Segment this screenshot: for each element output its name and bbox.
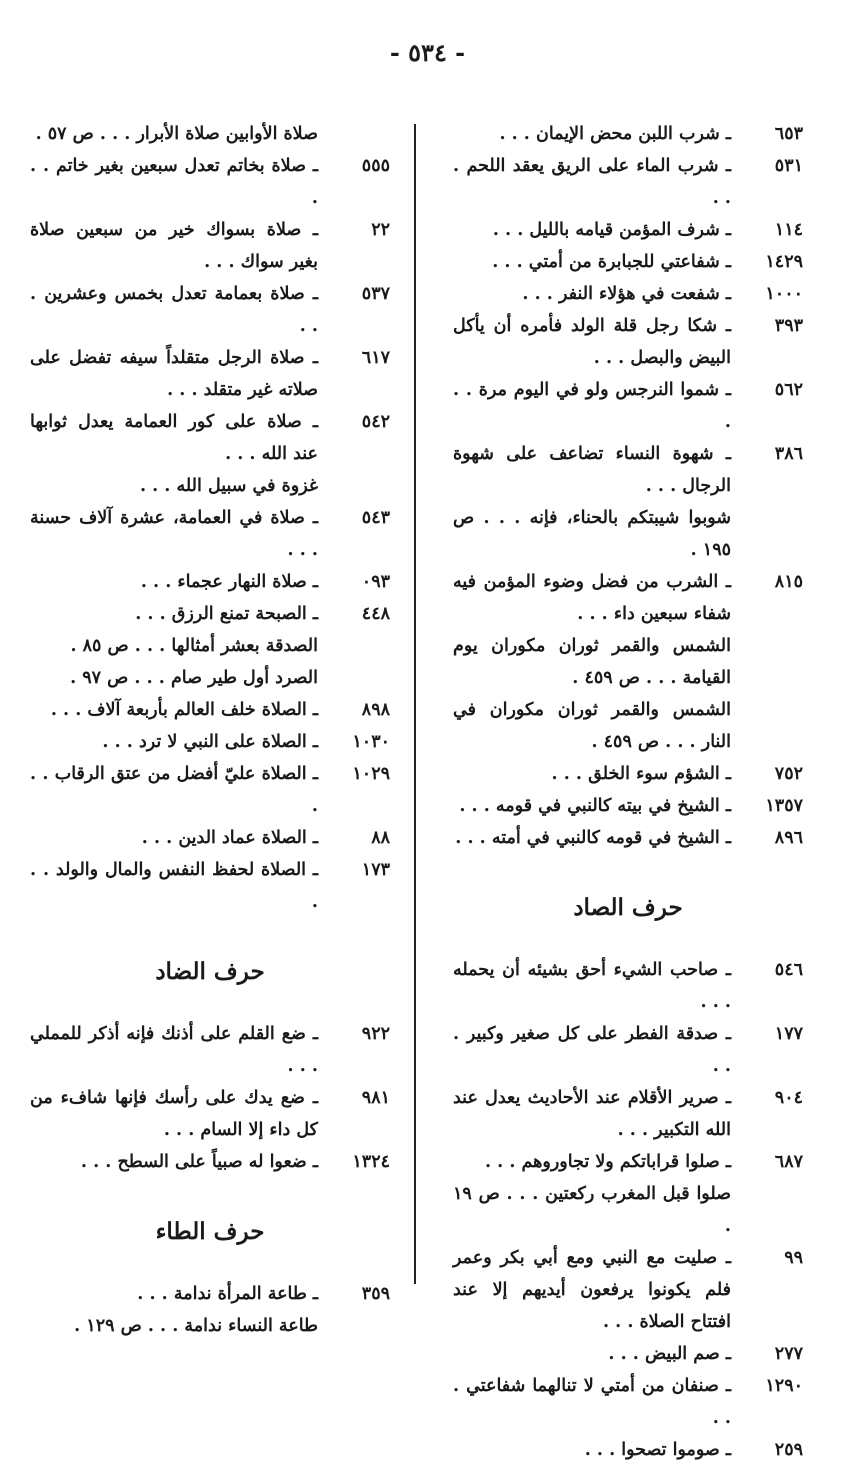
index-entry bbox=[30, 662, 390, 694]
entry-text: ـ الصلاة عماد الدين . . . bbox=[141, 828, 318, 848]
column-divider bbox=[414, 124, 416, 1284]
entry-number: ١١٤ bbox=[774, 220, 803, 240]
index-entry bbox=[453, 310, 803, 374]
entry-number: ٦٨٧ bbox=[774, 1152, 803, 1172]
left-entries-after bbox=[30, 1278, 390, 1342]
entry-text: ـ شهوة النساء تضاعف على شهوة الرجال . . . bbox=[453, 444, 731, 496]
entry-text: ـ الصلاة عليّ أفضل من عتق الرقاب . . . bbox=[30, 764, 318, 816]
index-entry bbox=[30, 342, 390, 406]
entry-text: طاعة النساء ندامة . . . ص ١٢٩ . bbox=[74, 1316, 318, 1336]
index-entry bbox=[453, 150, 803, 214]
left-entries-mid bbox=[30, 1018, 390, 1178]
entry-number: ١٠٠٠ bbox=[765, 284, 803, 304]
entry-text: ـ صلاة على كور العمامة يعدل ثوابها عند الله . . . bbox=[30, 412, 318, 464]
entry-number: ٨٩٨ bbox=[361, 700, 390, 720]
entry-text: ـ صوموا تصحوا . . . bbox=[584, 1440, 731, 1460]
entry-text: ـ الصلاة خلف العالم بأربعة آلاف . . . bbox=[50, 700, 318, 720]
entry-number: ٥٣٧ bbox=[361, 284, 390, 304]
entry-number: ٢٢ bbox=[371, 220, 390, 240]
right-column bbox=[453, 118, 803, 1466]
entry-text: ـ الشيخ في بيته كالنبي في قومه . . . bbox=[459, 796, 731, 816]
index-entry bbox=[30, 1310, 390, 1342]
entry-number: ٨١٥ bbox=[774, 572, 803, 592]
right-entries-before bbox=[453, 118, 803, 854]
entry-text: ـ صاحب الشيء أحق بشيئه أن يحمله . . . bbox=[453, 960, 731, 1012]
index-entry bbox=[453, 118, 803, 150]
index-entry bbox=[453, 1338, 803, 1370]
entry-text: ـ شفاعتي للجبابرة من أمتي . . . bbox=[492, 252, 731, 272]
left-entries-before bbox=[30, 118, 390, 918]
entry-number: ١٧٧ bbox=[774, 1024, 803, 1044]
entry-text: ـ الشؤم سوء الخلق . . . bbox=[551, 764, 731, 784]
index-entry bbox=[30, 854, 390, 918]
entry-text: ـ صلاة الرجل متقلداً سيفه تفضل على صلاته غير متقلد . . . bbox=[30, 348, 318, 400]
entry-text: ـ ضعوا له صبياً على السطح . . . bbox=[80, 1152, 318, 1172]
entry-text: الشمس والقمر ثوران مكوران يوم القيامة . . . ص ٤٥٩ . bbox=[453, 636, 731, 688]
entry-number: ١٠٣٠ bbox=[352, 732, 390, 752]
entry-number: ٣٥٩ bbox=[361, 1284, 390, 1304]
entry-number: ٧٥٢ bbox=[774, 764, 803, 784]
index-entry bbox=[30, 470, 390, 502]
entry-text: صلوا قبل المغرب ركعتين . . . ص ١٩ . bbox=[453, 1184, 731, 1236]
entry-text: ـ الصلاة لحفظ النفس والمال والولد . . . bbox=[30, 860, 318, 912]
entry-number: ٤٤٨ bbox=[361, 604, 390, 624]
index-entry bbox=[30, 406, 390, 470]
entry-text: ـ صدقة الفطر على كل صغير وكبير . . . bbox=[453, 1024, 731, 1076]
index-entry bbox=[453, 1370, 803, 1434]
entry-text: ـ صلاة في العمامة، عشرة آلاف حسنة . . . bbox=[30, 508, 318, 560]
entry-text: ـ صليت مع النبي ومع أبي بكر وعمر فلم يكونوا يرفعون أيديهم إلا عند افتتاح الصلاة . . . bbox=[453, 1248, 731, 1332]
entry-text: ـ شرب اللبن محض الإيمان . . . bbox=[499, 124, 731, 144]
entry-number: ١٣٢٤ bbox=[352, 1152, 390, 1172]
section-heading-ta: حرف الطاء bbox=[155, 1218, 265, 1245]
index-entry bbox=[453, 1018, 803, 1082]
entry-text: ـ صلاة بخاتم تعدل سبعين بغير خاتم . . . bbox=[30, 156, 318, 208]
index-entry bbox=[30, 598, 390, 630]
entry-text: ـ صلاة النهار عجماء . . . bbox=[140, 572, 318, 592]
entry-text: ـ شكا رجل قلة الولد فأمره أن يأكل البيض والبصل . . . bbox=[453, 316, 731, 368]
index-entry bbox=[453, 694, 803, 758]
index-entry bbox=[30, 630, 390, 662]
index-entry bbox=[453, 374, 803, 438]
entry-text: ـ صم البيض . . . bbox=[608, 1344, 731, 1364]
index-entry bbox=[453, 502, 803, 566]
left-column bbox=[30, 118, 390, 1342]
entry-text: ـ طاعة المرأة ندامة . . . bbox=[137, 1284, 318, 1304]
entry-number: ٩٩ bbox=[784, 1248, 803, 1268]
entry-number: ٩٨١ bbox=[361, 1088, 390, 1108]
index-entry bbox=[453, 790, 803, 822]
index-entry bbox=[453, 1242, 803, 1338]
entry-text: ـ صنفان من أمتي لا تنالهما شفاعتي . . . bbox=[453, 1376, 731, 1428]
index-entry bbox=[30, 214, 390, 278]
right-entries-after bbox=[453, 954, 803, 1466]
entry-text: الشمس والقمر ثوران مكوران في النار . . . ص ٤٥٩ . bbox=[453, 700, 731, 752]
entry-number: ٣٩٣ bbox=[774, 316, 803, 336]
entry-text: ـ ضع يدك على رأسك فإنها شافء من كل داء إلا السام . . . bbox=[30, 1088, 318, 1140]
entry-number: ٣٨٦ bbox=[774, 444, 803, 464]
section-heading-sad: حرف الصاد bbox=[573, 894, 683, 921]
index-entry bbox=[453, 954, 803, 1018]
entry-text: ـ صرير الأقلام عند الأحاديث يعدل عند الله التكبير . . . bbox=[453, 1088, 731, 1140]
entry-number: ٥٤٢ bbox=[361, 412, 390, 432]
index-entry bbox=[30, 278, 390, 342]
entry-text: الصدقة بعشر أمثالها . . . ص ٨٥ . bbox=[70, 636, 318, 656]
entry-number: ٨٨ bbox=[371, 828, 390, 848]
index-entry bbox=[30, 1146, 390, 1178]
index-entry bbox=[453, 246, 803, 278]
entry-number: ١٤٢٩ bbox=[765, 252, 803, 272]
entry-text: ـ الشرب من فضل وضوء المؤمن فيه شفاء سبعين داء . . . bbox=[453, 572, 731, 624]
index-entry bbox=[453, 1082, 803, 1146]
index-entry bbox=[30, 118, 390, 150]
index-entry bbox=[453, 758, 803, 790]
page-number: - ٥٣٤ - bbox=[389, 38, 466, 67]
index-entry bbox=[30, 694, 390, 726]
entry-text: شوبوا شيبتكم بالحناء، فإنه . . . ص ١٩٥ . bbox=[453, 508, 731, 560]
entry-number: ٥٤٦ bbox=[774, 960, 803, 980]
entry-text: غزوة في سبيل الله . . . bbox=[139, 476, 318, 496]
entry-text: ـ الشيخ في قومه كالنبي في أمته . . . bbox=[455, 828, 731, 848]
entry-text: ـ شرب الماء على الريق يعقد اللحم . . . bbox=[453, 156, 731, 208]
index-entry bbox=[453, 1146, 803, 1178]
index-entry bbox=[453, 630, 803, 694]
section-heading-dad: حرف الضاد bbox=[155, 958, 265, 985]
entry-number: ١٢٩٠ bbox=[765, 1376, 803, 1396]
entry-number: ٩٢٢ bbox=[361, 1024, 390, 1044]
entry-number: ١٧٣ bbox=[361, 860, 390, 880]
index-entry bbox=[30, 1278, 390, 1310]
entry-text: ـ الصلاة على النبي لا ترد . . . bbox=[102, 732, 318, 752]
index-entry bbox=[30, 758, 390, 822]
entry-number: ٥٥٥ bbox=[361, 156, 390, 176]
entry-number: ٢٥٩ bbox=[774, 1440, 803, 1460]
entry-text: ـ صلاة بعمامة تعدل بخمس وعشرين . . . bbox=[30, 284, 318, 336]
index-entry bbox=[453, 822, 803, 854]
index-entry bbox=[30, 726, 390, 758]
entry-text: ـ ضع القلم على أذنك فإنه أذكر للمملي . . . bbox=[30, 1024, 318, 1076]
entry-number: ٦٥٣ bbox=[774, 124, 803, 144]
entry-number: ٠٩٣ bbox=[361, 572, 390, 592]
entry-text: صلاة الأوابين صلاة الأبرار . . . ص ٥٧ . bbox=[35, 124, 318, 144]
entry-text: ـ شرف المؤمن قيامه بالليل . . . bbox=[492, 220, 731, 240]
index-entry bbox=[30, 1082, 390, 1146]
entry-text: ـ الصبحة تمنع الرزق . . . bbox=[135, 604, 318, 624]
entry-number: ٦١٧ bbox=[361, 348, 390, 368]
entry-number: ١٣٥٧ bbox=[765, 796, 803, 816]
entry-number: ٥٤٣ bbox=[361, 508, 390, 528]
entry-number: ٥٣١ bbox=[774, 156, 803, 176]
entry-number: ١٠٢٩ bbox=[352, 764, 390, 784]
entry-number: ٨٩٦ bbox=[774, 828, 803, 848]
entry-number: ٢٧٧ bbox=[774, 1344, 803, 1364]
index-entry bbox=[30, 1018, 390, 1082]
index-entry bbox=[453, 566, 803, 630]
index-entry bbox=[453, 214, 803, 246]
entry-number: ٩٠٤ bbox=[774, 1088, 803, 1108]
index-entry bbox=[30, 822, 390, 854]
index-entry bbox=[453, 438, 803, 502]
index-entry bbox=[30, 502, 390, 566]
entry-number: ٥٦٢ bbox=[774, 380, 803, 400]
entry-text: ـ صلاة بسواك خير من سبعين صلاة بغير سواك . . . bbox=[30, 220, 318, 272]
index-entry bbox=[453, 1178, 803, 1242]
index-entry bbox=[453, 278, 803, 310]
index-entry bbox=[453, 1434, 803, 1466]
index-entry bbox=[30, 150, 390, 214]
entry-text: ـ شموا النرجس ولو في اليوم مرة . . . bbox=[453, 380, 731, 432]
entry-text: ـ شفعت في هؤلاء النفر . . . bbox=[522, 284, 731, 304]
index-entry bbox=[30, 566, 390, 598]
entry-text: الصرد أول طير صام . . . ص ٩٧ . bbox=[70, 668, 318, 688]
entry-text: ـ صلوا قراباتكم ولا تجاوروهم . . . bbox=[484, 1152, 731, 1172]
